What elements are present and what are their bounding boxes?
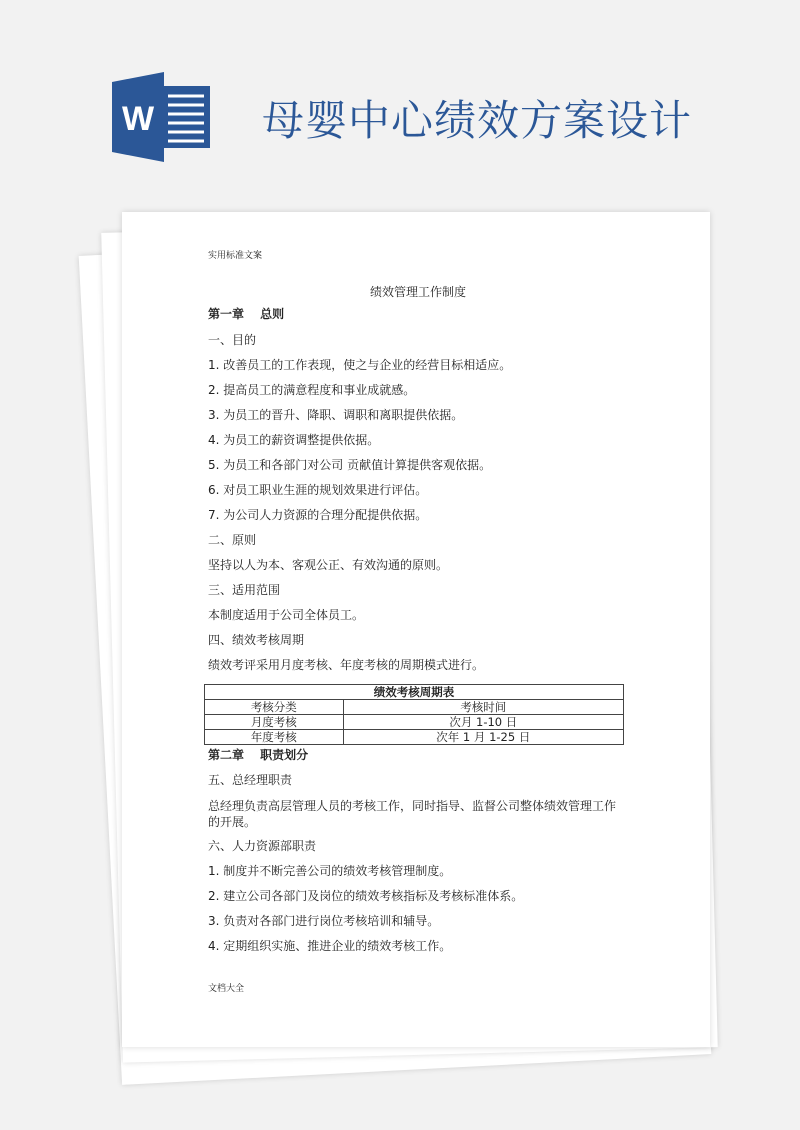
table-row [205, 730, 624, 745]
list-item: 4. 定期组织实施、推进企业的绩效考核工作。 [208, 939, 452, 953]
doc-title: 绩效管理工作制度 [370, 285, 467, 299]
chapter-1: 第一章 总则 [208, 307, 285, 321]
chapter-2: 第二章 职责划分 [208, 748, 309, 762]
table-cell: 年度考核 [205, 730, 344, 745]
svg-text:W: W [121, 100, 155, 138]
list-item: 7. 为公司人力资源的合理分配提供依据。 [208, 508, 428, 522]
list-item: 5. 为员工和各部门对公司 贡献值计算提供客观依据。 [208, 458, 492, 472]
table-cell: 月度考核 [205, 715, 344, 730]
paragraph: 总经理负责高层管理人员的考核工作，同时指导、监督公司整体绩效管理工作 [208, 799, 617, 813]
section-heading: 六、人力资源部职责 [208, 839, 317, 853]
list-item: 1. 改善员工的工作表现，使之与企业的经营目标相适应。 [208, 358, 512, 372]
section-heading: 一、目的 [208, 333, 257, 347]
paragraph: 本制度适用于公司全体员工。 [208, 608, 365, 622]
table-cell: 次月 1-10 日 [343, 715, 623, 730]
list-item: 1. 制度并不断完善公司的绩效考核管理制度。 [208, 864, 452, 878]
list-item: 4. 为员工的薪资调整提供依据。 [208, 433, 380, 447]
cycle-table [204, 684, 624, 745]
list-item: 2. 建立公司各部门及岗位的绩效考核指标及考核标准体系。 [208, 889, 524, 903]
list-item: 2. 提高员工的满意程度和事业成就感。 [208, 383, 416, 397]
table-cell: 次年 1 月 1-25 日 [343, 730, 623, 745]
table-header: 考核时间 [343, 700, 623, 715]
header-note: 实用标准文案 [208, 251, 263, 261]
section-heading: 四、绩效考核周期 [208, 633, 305, 647]
paragraph: 的开展。 [208, 815, 257, 829]
list-item: 3. 为员工的晋升、降职、调职和离职提供依据。 [208, 408, 464, 422]
list-item: 3. 负责对各部门进行岗位考核培训和辅导。 [208, 914, 440, 928]
table-row [205, 715, 624, 730]
word-logo-icon [112, 72, 212, 162]
footer-note: 文档大全 [208, 984, 245, 994]
paragraph: 绩效考评采用月度考核、年度考核的周期模式进行。 [208, 658, 485, 672]
paragraph: 坚持以人为本、客观公正、有效沟通的原则。 [208, 558, 449, 572]
section-heading: 三、适用范围 [208, 583, 281, 597]
table-header: 考核分类 [205, 700, 344, 715]
section-heading: 二、原则 [208, 533, 257, 547]
table-caption: 绩效考核周期表 [205, 685, 624, 700]
section-heading: 五、总经理职责 [208, 773, 293, 787]
page-heading: 母婴中心绩效方案设计 [262, 96, 693, 145]
list-item: 6. 对员工职业生涯的规划效果进行评估。 [208, 483, 428, 497]
